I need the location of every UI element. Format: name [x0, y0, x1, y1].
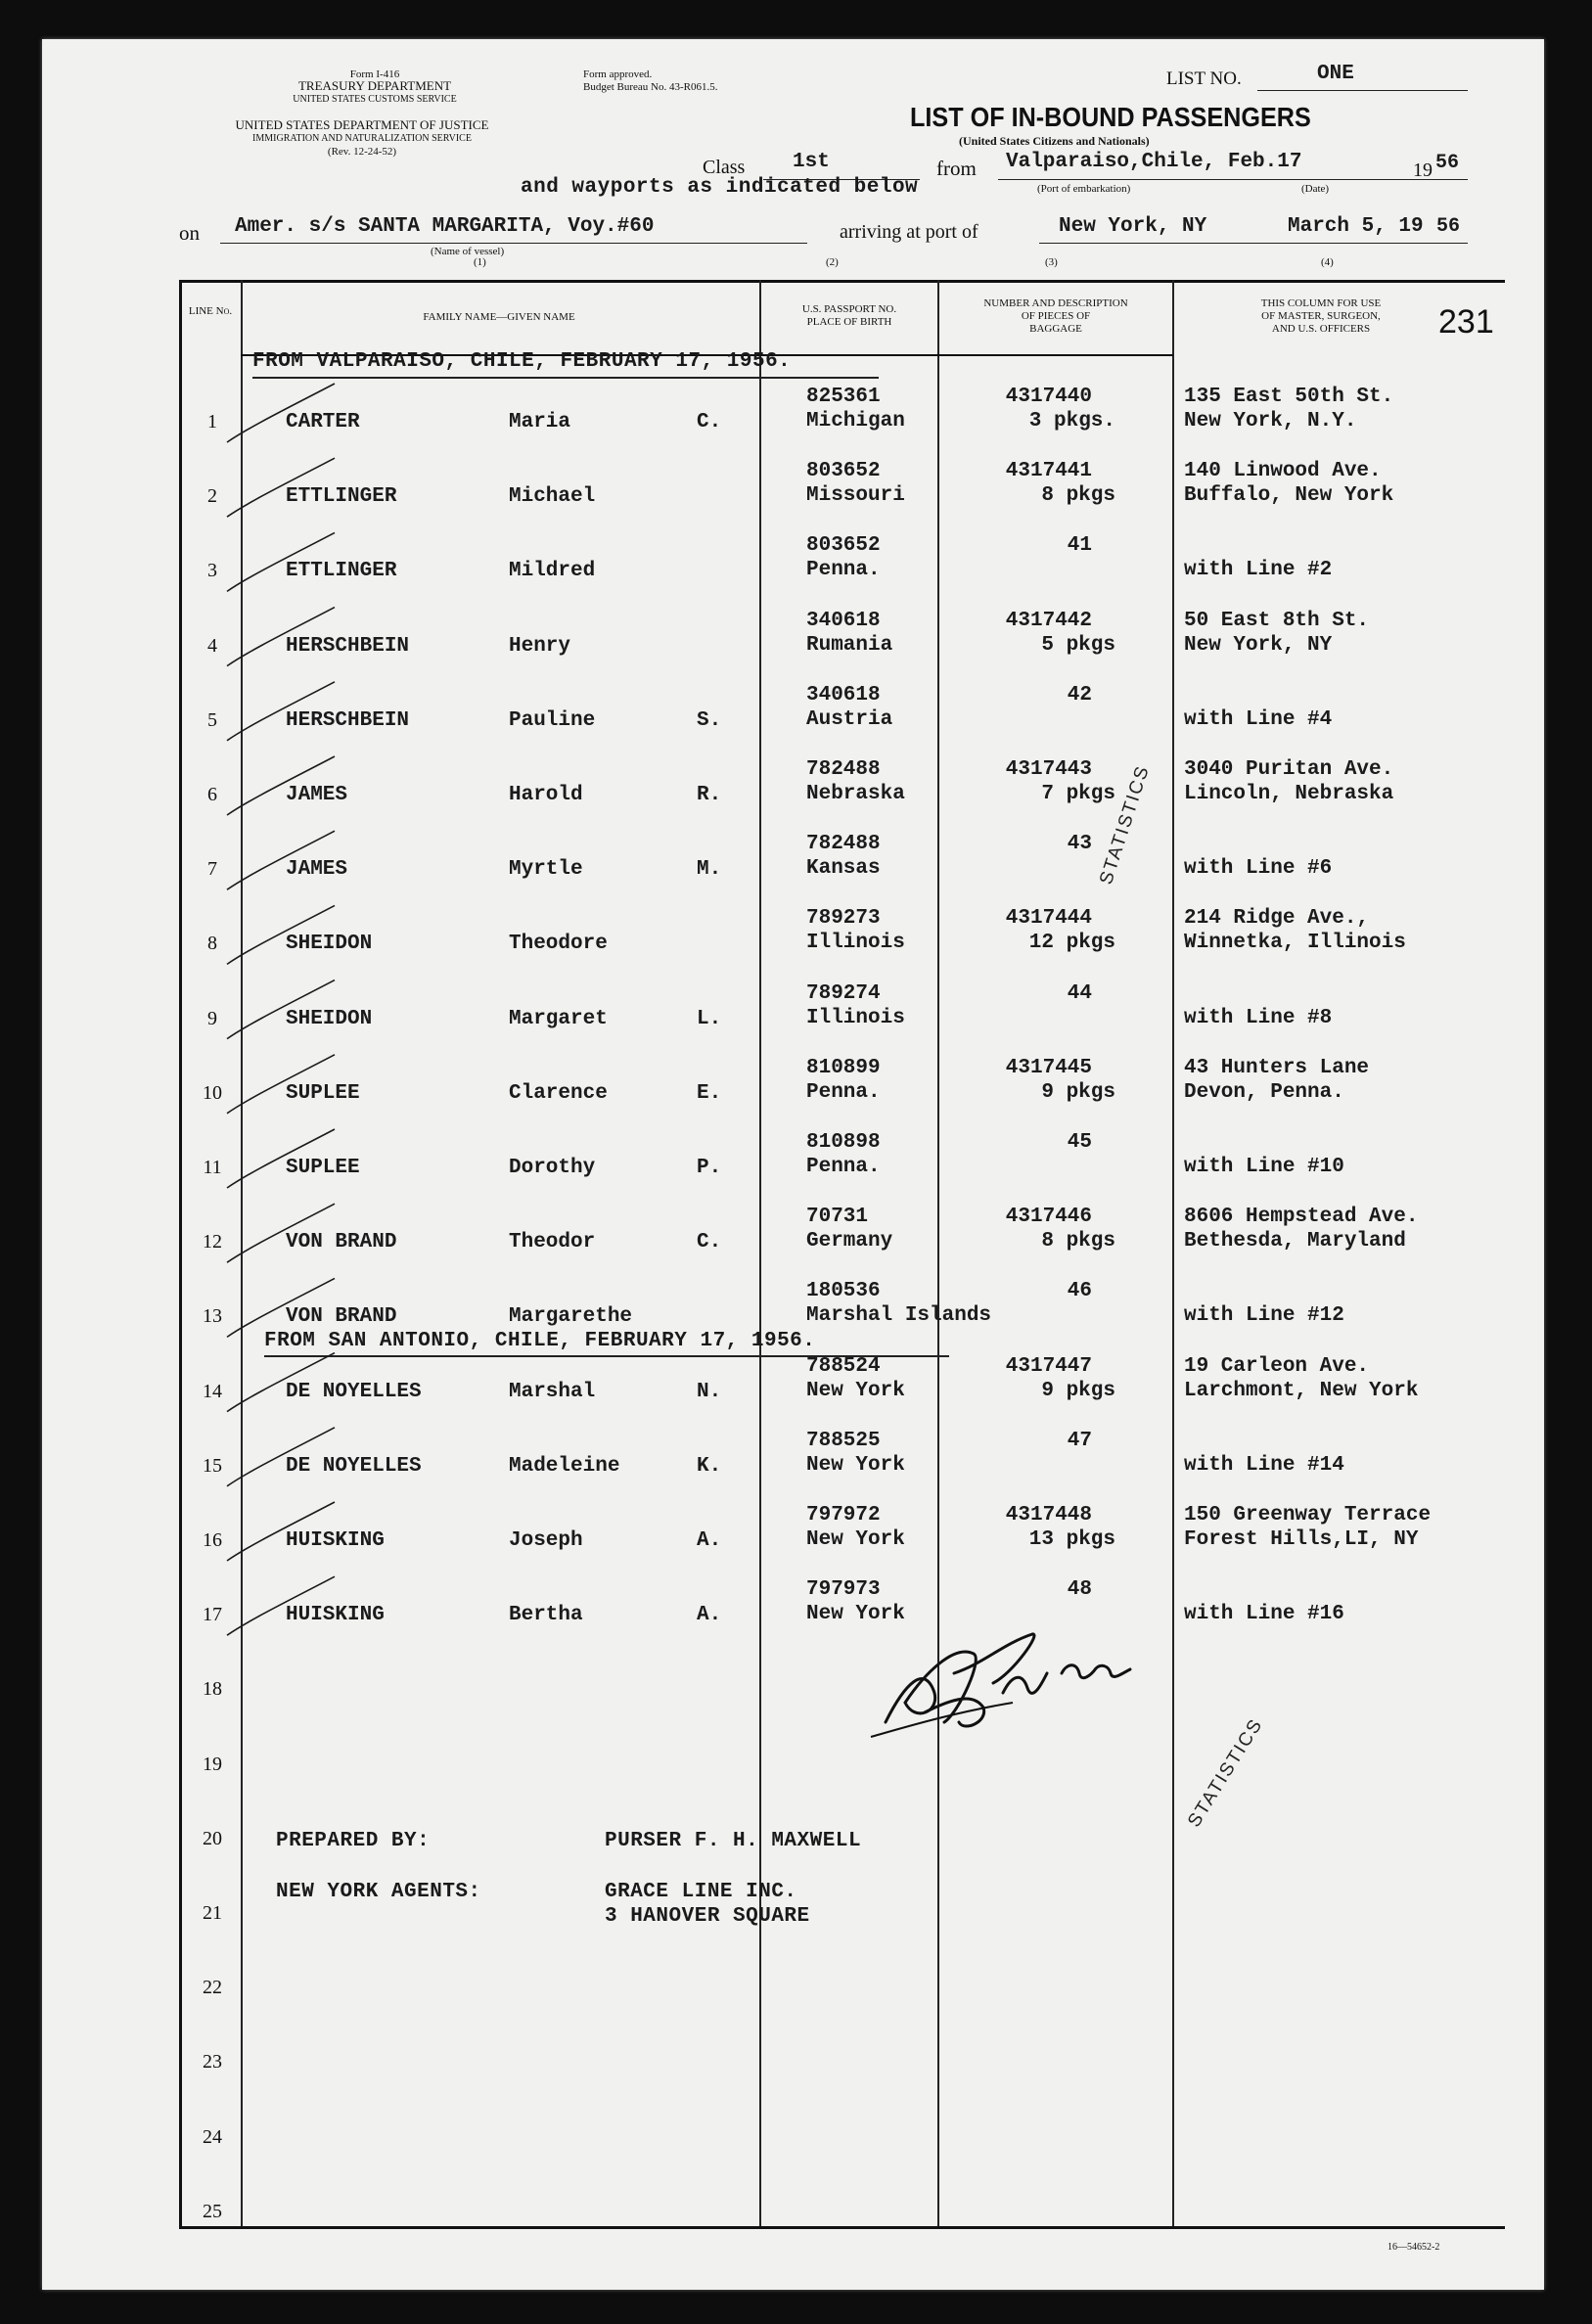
- baggage-number: 45: [1067, 1131, 1092, 1154]
- address-line-2: Lincoln, Nebraska: [1184, 783, 1394, 805]
- given-name: Pauline: [509, 708, 596, 732]
- line-number: 18: [203, 1678, 222, 1701]
- passport-number: 803652: [806, 460, 881, 483]
- address-line-2: Winnetka, Illinois: [1184, 932, 1406, 955]
- middle-initial: A.: [697, 1529, 722, 1552]
- line-number: 1: [207, 411, 217, 433]
- line-number: 17: [203, 1604, 222, 1626]
- header-officers: THIS COLUMN FOR USE: [1260, 297, 1382, 309]
- line-number: 20: [203, 1827, 222, 1849]
- passport-number: 810898: [806, 1131, 881, 1154]
- address-line-2: Devon, Penna.: [1184, 1080, 1344, 1104]
- address-line-1: with Line #10: [1184, 1156, 1344, 1178]
- middle-initial: C.: [697, 1231, 722, 1254]
- middle-initial: L.: [697, 1007, 722, 1030]
- line-number: 22: [203, 1977, 222, 1999]
- given-name: Clarence: [509, 1081, 608, 1105]
- address-line-2: New York, N.Y.: [1184, 410, 1357, 433]
- baggage-number: 42: [1067, 683, 1092, 706]
- address-line-2: New York, NY: [1184, 633, 1333, 657]
- family-name: VON BRAND: [286, 1305, 397, 1329]
- column-divider: [937, 280, 939, 2226]
- address-line-1: with Line #2: [1184, 559, 1333, 582]
- address-line-1: 140 Linwood Ave.: [1184, 460, 1382, 483]
- family-name: CARTER: [286, 411, 360, 433]
- baggage-number: 4317447: [1005, 1354, 1092, 1378]
- baggage-number: 4317443: [1005, 758, 1092, 781]
- given-name: Mildred: [509, 560, 596, 583]
- agents-name: GRACE LINE INC.: [605, 1881, 797, 1903]
- passport-number: 789273: [806, 907, 881, 931]
- address-line-1: 150 Greenway Terrace: [1184, 1504, 1432, 1527]
- family-name: HERSCHBEIN: [286, 634, 410, 658]
- header-line-no: LINE No.: [188, 305, 233, 317]
- line-number: 23: [203, 2051, 222, 2073]
- place-of-birth: Nebraska: [806, 783, 905, 805]
- given-name: Theodore: [509, 933, 608, 956]
- place-of-birth: New York: [806, 1453, 905, 1477]
- class-value: 1st: [793, 151, 830, 173]
- address-line-1: 8606 Hempstead Ave.: [1184, 1206, 1419, 1229]
- port-of-embarkation-caption: (Port of embarkation): [1037, 183, 1131, 195]
- place-of-birth: Michigan: [806, 410, 905, 433]
- given-name: Joseph: [509, 1529, 583, 1552]
- baggage-description: 9 pkgs: [1041, 1080, 1115, 1104]
- line-number: 2: [207, 485, 217, 508]
- header-birthplace: PLACE OF BIRTH: [806, 316, 892, 328]
- embarkation-port-date: Valparaiso,Chile, Feb.17: [1006, 151, 1302, 173]
- header-officers: AND U.S. OFFICERS: [1271, 323, 1371, 335]
- address-line-1: with Line #4: [1184, 707, 1333, 731]
- family-name: SHEIDON: [286, 933, 373, 956]
- baggage-number: 41: [1067, 534, 1092, 558]
- place-of-birth: Missouri: [806, 484, 905, 508]
- arriving-label: arriving at port of: [840, 221, 978, 243]
- form-revision: (Rev. 12-24-52): [327, 146, 397, 158]
- treasury-department: TREASURY DEPARTMENT: [297, 78, 452, 93]
- baggage-number: 4317442: [1005, 609, 1092, 632]
- baggage-number: 4317445: [1005, 1056, 1092, 1079]
- given-name: Maria: [509, 411, 571, 433]
- department-of-justice: UNITED STATES DEPARTMENT OF JUSTICE: [235, 117, 489, 132]
- column-number-1: (1): [474, 256, 486, 268]
- prepared-by-name: PURSER F. H. MAXWELL: [605, 1830, 862, 1852]
- agents-address: 3 HANOVER SQUARE: [605, 1905, 810, 1928]
- wayports-note: and wayports as indicated below: [521, 176, 919, 199]
- statistics-stamp: STATISTICS: [1096, 762, 1155, 888]
- given-name: Harold: [509, 784, 583, 806]
- given-name: Madeleine: [509, 1454, 620, 1478]
- address-line-1: 214 Ridge Ave.,: [1184, 907, 1370, 931]
- place-of-birth: Penna.: [806, 559, 881, 582]
- address-line-1: with Line #16: [1184, 1603, 1344, 1626]
- baggage-number: 4317448: [1005, 1504, 1092, 1527]
- header-baggage: OF PIECES OF: [1021, 310, 1091, 322]
- given-name: Bertha: [509, 1604, 583, 1627]
- middle-initial: K.: [697, 1454, 722, 1478]
- line-number: 25: [203, 2200, 222, 2222]
- passport-number: 788525: [806, 1429, 881, 1452]
- baggage-number: 4317446: [1005, 1206, 1092, 1229]
- line-number: 6: [207, 784, 217, 805]
- baggage-description: 8 pkgs: [1041, 484, 1115, 508]
- embarkation-year-prefix: 19: [1413, 159, 1433, 181]
- passport-number: 788524: [806, 1354, 881, 1378]
- baggage-description: 13 pkgs: [1028, 1528, 1115, 1551]
- passport-number: 340618: [806, 609, 881, 632]
- passport-number: 180536: [806, 1280, 881, 1303]
- passport-number: 782488: [806, 758, 881, 781]
- place-of-birth: Kansas: [806, 857, 881, 881]
- embarkation-underline: [998, 179, 1468, 180]
- line-number: 10: [203, 1081, 222, 1104]
- column-number-2: (2): [826, 256, 839, 268]
- customs-service: UNITED STATES CUSTOMS SERVICE: [293, 94, 457, 105]
- column-number-3: (3): [1045, 256, 1058, 268]
- column-divider: [1172, 280, 1174, 2226]
- baggage-number: 48: [1067, 1578, 1092, 1602]
- line-number: 24: [203, 2125, 222, 2148]
- section-underline: [252, 377, 879, 379]
- arrival-underline: [1039, 243, 1468, 244]
- address-line-2: Buffalo, New York: [1184, 484, 1394, 508]
- middle-initial: E.: [697, 1081, 722, 1105]
- family-name: DE NOYELLES: [286, 1380, 422, 1403]
- family-name: SUPLEE: [286, 1157, 360, 1179]
- given-name: Marshal: [509, 1380, 596, 1403]
- place-of-birth: Penna.: [806, 1156, 881, 1178]
- middle-initial: N.: [697, 1380, 722, 1403]
- line-number: 15: [203, 1454, 222, 1477]
- middle-initial: R.: [697, 784, 722, 806]
- passport-number: 789274: [806, 981, 881, 1005]
- baggage-number: 47: [1067, 1429, 1092, 1452]
- statistics-stamp: STATISTICS: [1184, 1714, 1268, 1832]
- date-caption: (Date): [1301, 183, 1330, 195]
- place-of-birth: Marshal Islands: [806, 1304, 992, 1328]
- address-line-1: with Line #6: [1184, 857, 1333, 881]
- list-number-label: LIST NO.: [1166, 68, 1242, 89]
- line-number: 4: [207, 634, 217, 657]
- column-divider: [241, 280, 243, 2226]
- passport-number: 797972: [806, 1504, 881, 1527]
- family-name: HUISKING: [286, 1529, 385, 1552]
- place-of-birth: New York: [806, 1603, 905, 1626]
- vessel-caption: (Name of vessel): [431, 246, 505, 257]
- place-of-birth: Austria: [806, 707, 893, 731]
- address-line-1: with Line #14: [1184, 1453, 1344, 1477]
- footer-code: 16—54652-2: [1387, 2242, 1440, 2253]
- line-number: 13: [203, 1305, 222, 1328]
- column-number-4: (4): [1321, 256, 1334, 268]
- vessel-name: Amer. s/s SANTA MARGARITA, Voy.#60: [235, 215, 655, 238]
- passport-number: 825361: [806, 386, 881, 408]
- place-of-birth: New York: [806, 1379, 905, 1402]
- family-name: ETTLINGER: [286, 485, 397, 509]
- baggage-description: 8 pkgs: [1041, 1230, 1115, 1253]
- page-number: 231: [1438, 303, 1494, 341]
- header-baggage: BAGGAGE: [1029, 323, 1082, 335]
- form-number: Form I-416: [349, 68, 400, 80]
- header-baggage: NUMBER AND DESCRIPTION: [983, 297, 1128, 309]
- address-line-1: with Line #12: [1184, 1304, 1344, 1328]
- address-line-1: with Line #8: [1184, 1006, 1333, 1029]
- line-number: 11: [203, 1157, 222, 1178]
- family-name: HUISKING: [286, 1604, 385, 1627]
- baggage-description: 3 pkgs.: [1028, 410, 1115, 433]
- arrival-date: March 5, 19: [1288, 215, 1424, 238]
- family-name: DE NOYELLES: [286, 1454, 422, 1478]
- family-name: SUPLEE: [286, 1081, 360, 1105]
- vessel-underline: [220, 243, 807, 244]
- passport-number: 782488: [806, 833, 881, 856]
- family-name: ETTLINGER: [286, 560, 397, 583]
- address-line-1: 135 East 50th St.: [1184, 386, 1394, 408]
- given-name: Dorothy: [509, 1157, 596, 1179]
- baggage-description: 7 pkgs: [1041, 783, 1115, 805]
- passport-number: 803652: [806, 534, 881, 558]
- family-name: SHEIDON: [286, 1007, 373, 1030]
- line-number: 19: [203, 1753, 222, 1775]
- address-line-2: Bethesda, Maryland: [1184, 1230, 1406, 1253]
- given-name: Margaret: [509, 1007, 608, 1030]
- embarkation-year: 56: [1435, 152, 1460, 174]
- place-of-birth: Illinois: [806, 1006, 905, 1029]
- place-of-birth: New York: [806, 1528, 905, 1551]
- line-number: 7: [207, 858, 217, 881]
- middle-initial: A.: [697, 1604, 722, 1627]
- line-number: 5: [207, 708, 217, 731]
- header-name: FAMILY NAME—GIVEN NAME: [423, 311, 575, 323]
- header-officers: OF MASTER, SURGEON,: [1261, 310, 1381, 322]
- address-line-1: 19 Carleon Ave.: [1184, 1354, 1370, 1378]
- form-approved: Form approved.: [583, 68, 653, 80]
- middle-initial: P.: [697, 1157, 722, 1179]
- baggage-description: 9 pkgs: [1041, 1379, 1115, 1402]
- baggage-description: 12 pkgs: [1028, 932, 1115, 955]
- address-line-1: 3040 Puritan Ave.: [1184, 758, 1394, 781]
- place-of-birth: Illinois: [806, 932, 905, 955]
- column-divider: [759, 280, 761, 2226]
- address-line-2: Larchmont, New York: [1184, 1379, 1419, 1402]
- given-name: Michael: [509, 485, 596, 509]
- arrival-year: 56: [1436, 215, 1461, 238]
- family-name: HERSCHBEIN: [286, 708, 410, 732]
- list-subtitle: (United States Citizens and Nationals): [959, 134, 1150, 148]
- middle-initial: C.: [697, 411, 722, 433]
- line-number: 8: [207, 933, 217, 955]
- list-title: LIST OF IN-BOUND PASSENGERS: [910, 102, 1311, 132]
- section-heading-valparaiso: FROM VALPARAISO, CHILE, FEBRUARY 17, 1956.: [252, 350, 792, 373]
- given-name: Henry: [509, 634, 571, 658]
- address-line-1: 50 East 8th St.: [1184, 609, 1370, 632]
- line-number: 3: [207, 560, 217, 582]
- passport-number: 810899: [806, 1056, 881, 1079]
- family-name: VON BRAND: [286, 1231, 397, 1254]
- family-name: JAMES: [286, 784, 348, 806]
- address-line-1: 43 Hunters Lane: [1184, 1056, 1370, 1079]
- line-number: 16: [203, 1529, 222, 1551]
- budget-bureau-number: Budget Bureau No. 43-R061.5.: [583, 81, 718, 93]
- given-name: Margarethe: [509, 1305, 633, 1329]
- baggage-number: 46: [1067, 1280, 1092, 1303]
- list-number-underline: [1257, 90, 1468, 91]
- passport-number: 340618: [806, 683, 881, 706]
- line-number: 14: [203, 1380, 222, 1402]
- immigration-service: IMMIGRATION AND NATURALIZATION SERVICE: [252, 133, 472, 144]
- given-name: Theodor: [509, 1231, 596, 1254]
- on-label: on: [179, 221, 200, 245]
- baggage-number: 4317440: [1005, 386, 1092, 408]
- section-heading-san-antonio: FROM SAN ANTONIO, CHILE, FEBRUARY 17, 1956.: [264, 1330, 816, 1352]
- given-name: Myrtle: [509, 858, 583, 882]
- place-of-birth: Rumania: [806, 633, 893, 657]
- list-number: ONE: [1317, 63, 1354, 85]
- middle-initial: M.: [697, 858, 722, 882]
- baggage-number: 43: [1067, 833, 1092, 856]
- passport-number: 797973: [806, 1578, 881, 1602]
- agents-label: NEW YORK AGENTS:: [276, 1881, 481, 1903]
- family-name: JAMES: [286, 858, 348, 882]
- baggage-number: 4317444: [1005, 907, 1092, 931]
- place-of-birth: Penna.: [806, 1080, 881, 1104]
- line-number: 12: [203, 1231, 222, 1253]
- passport-number: 70731: [806, 1206, 869, 1229]
- line-number: 9: [207, 1007, 217, 1029]
- from-label: from: [936, 157, 977, 180]
- baggage-number: 44: [1067, 981, 1092, 1005]
- arrival-port: New York, NY: [1059, 215, 1207, 238]
- baggage-description: 5 pkgs: [1041, 633, 1115, 657]
- place-of-birth: Germany: [806, 1230, 893, 1253]
- address-line-2: Forest Hills,LI, NY: [1184, 1528, 1419, 1551]
- signature: [866, 1605, 1160, 1761]
- middle-initial: S.: [697, 708, 722, 732]
- baggage-number: 4317441: [1005, 460, 1092, 483]
- header-passport: U.S. PASSPORT NO.: [801, 303, 897, 315]
- line-number: 21: [203, 1902, 222, 1924]
- prepared-by-label: PREPARED BY:: [276, 1830, 431, 1852]
- class-label: Class: [703, 157, 746, 178]
